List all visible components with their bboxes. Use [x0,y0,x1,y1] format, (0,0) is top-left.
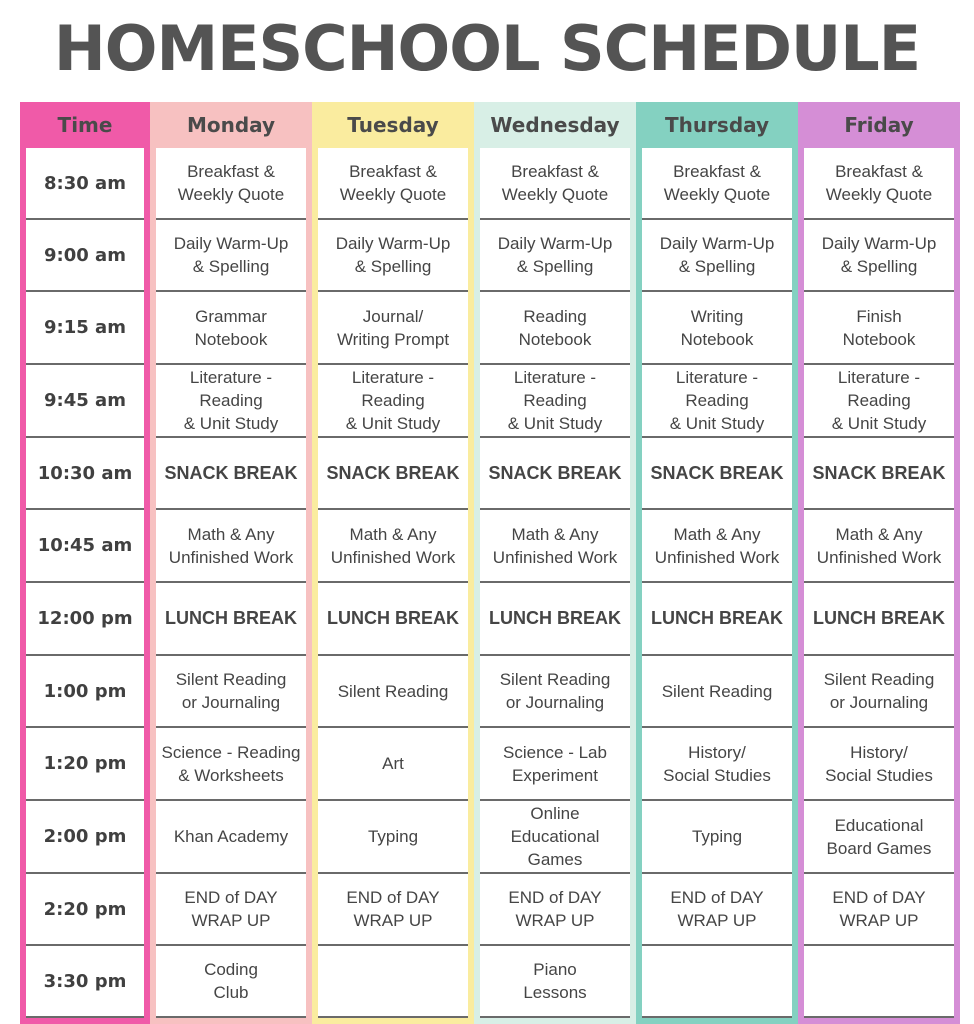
time-cell: 2:20 pm [26,874,144,946]
activity-cell-thursday: Typing [642,801,792,874]
time-cell: 10:30 am [26,438,144,510]
activity-cell-thursday: Daily Warm-Up & Spelling [642,220,792,292]
activity-cell-wednesday: Online Educational Games [480,801,630,874]
header-wednesday: Wednesday [490,113,620,137]
header-friday: Friday [844,113,914,137]
activity-cell-wednesday: LUNCH BREAK [480,583,630,656]
activity-cell-monday: Daily Warm-Up & Spelling [156,220,306,292]
activity-cell-wednesday: Silent Reading or Journaling [480,656,630,728]
activity-cell-wednesday: Literature - Reading & Unit Study [480,365,630,438]
activity-cell-monday: Khan Academy [156,801,306,874]
time-cell: 8:30 am [26,148,144,220]
activity-cell-friday: Daily Warm-Up & Spelling [804,220,954,292]
activity-cell-tuesday: Typing [318,801,468,874]
activity-cell-thursday: History/ Social Studies [642,728,792,801]
activity-cell-friday: History/ Social Studies [804,728,954,801]
activity-cell-monday: LUNCH BREAK [156,583,306,656]
time-cell: 10:45 am [26,510,144,583]
activity-cell-monday: END of DAY WRAP UP [156,874,306,946]
activity-cell-friday: END of DAY WRAP UP [804,874,954,946]
activity-cell-tuesday: END of DAY WRAP UP [318,874,468,946]
time-cell: 1:20 pm [26,728,144,801]
time-cell: 9:00 am [26,220,144,292]
activity-cell-thursday [642,946,792,1018]
activity-cell-tuesday: Silent Reading [318,656,468,728]
activity-cell-monday: Grammar Notebook [156,292,306,365]
activity-cell-monday: SNACK BREAK [156,438,306,510]
time-cell: 2:00 pm [26,801,144,874]
header-thursday: Thursday [664,113,770,137]
activity-cell-tuesday: Literature - Reading & Unit Study [318,365,468,438]
activity-cell-thursday: Silent Reading [642,656,792,728]
activity-cell-wednesday: Breakfast & Weekly Quote [480,148,630,220]
activity-cell-tuesday: Daily Warm-Up & Spelling [318,220,468,292]
activity-cell-friday [804,946,954,1018]
activity-cell-thursday: Literature - Reading & Unit Study [642,365,792,438]
activity-cell-wednesday: Daily Warm-Up & Spelling [480,220,630,292]
activity-cell-wednesday: SNACK BREAK [480,438,630,510]
activity-cell-thursday: Math & Any Unfinished Work [642,510,792,583]
activity-cell-monday: Coding Club [156,946,306,1018]
activity-cell-friday: Educational Board Games [804,801,954,874]
activity-cell-tuesday: LUNCH BREAK [318,583,468,656]
time-cell: 9:15 am [26,292,144,365]
activity-cell-friday: Literature - Reading & Unit Study [804,365,954,438]
activity-cell-friday: Finish Notebook [804,292,954,365]
activity-cell-monday: Literature - Reading & Unit Study [156,365,306,438]
activity-cell-friday: Silent Reading or Journaling [804,656,954,728]
activity-cell-wednesday: Reading Notebook [480,292,630,365]
time-cell: 9:45 am [26,365,144,438]
activity-cell-friday: Breakfast & Weekly Quote [804,148,954,220]
activity-cell-tuesday: Math & Any Unfinished Work [318,510,468,583]
activity-cell-wednesday: Piano Lessons [480,946,630,1018]
activity-cell-tuesday: Art [318,728,468,801]
header-time: Time [57,113,113,137]
activity-cell-monday: Math & Any Unfinished Work [156,510,306,583]
time-cell: 1:00 pm [26,656,144,728]
activity-cell-thursday: SNACK BREAK [642,438,792,510]
activity-cell-monday: Breakfast & Weekly Quote [156,148,306,220]
activity-cell-tuesday: SNACK BREAK [318,438,468,510]
activity-cell-thursday: END of DAY WRAP UP [642,874,792,946]
activity-cell-monday: Science - Reading & Worksheets [156,728,306,801]
activity-cell-friday: LUNCH BREAK [804,583,954,656]
activity-cell-friday: SNACK BREAK [804,438,954,510]
activity-cell-monday: Silent Reading or Journaling [156,656,306,728]
activity-cell-wednesday: END of DAY WRAP UP [480,874,630,946]
activity-cell-wednesday: Math & Any Unfinished Work [480,510,630,583]
activity-cell-tuesday: Journal/ Writing Prompt [318,292,468,365]
time-cell: 12:00 pm [26,583,144,656]
page-title: HOMESCHOOL SCHEDULE [53,12,921,85]
activity-cell-thursday: LUNCH BREAK [642,583,792,656]
header-tuesday: Tuesday [347,113,439,137]
activity-cell-thursday: Breakfast & Weekly Quote [642,148,792,220]
activity-cell-thursday: Writing Notebook [642,292,792,365]
activity-cell-tuesday [318,946,468,1018]
time-cell: 3:30 pm [26,946,144,1018]
activity-cell-wednesday: Science - Lab Experiment [480,728,630,801]
activity-cell-tuesday: Breakfast & Weekly Quote [318,148,468,220]
header-monday: Monday [186,113,276,137]
activity-cell-friday: Math & Any Unfinished Work [804,510,954,583]
